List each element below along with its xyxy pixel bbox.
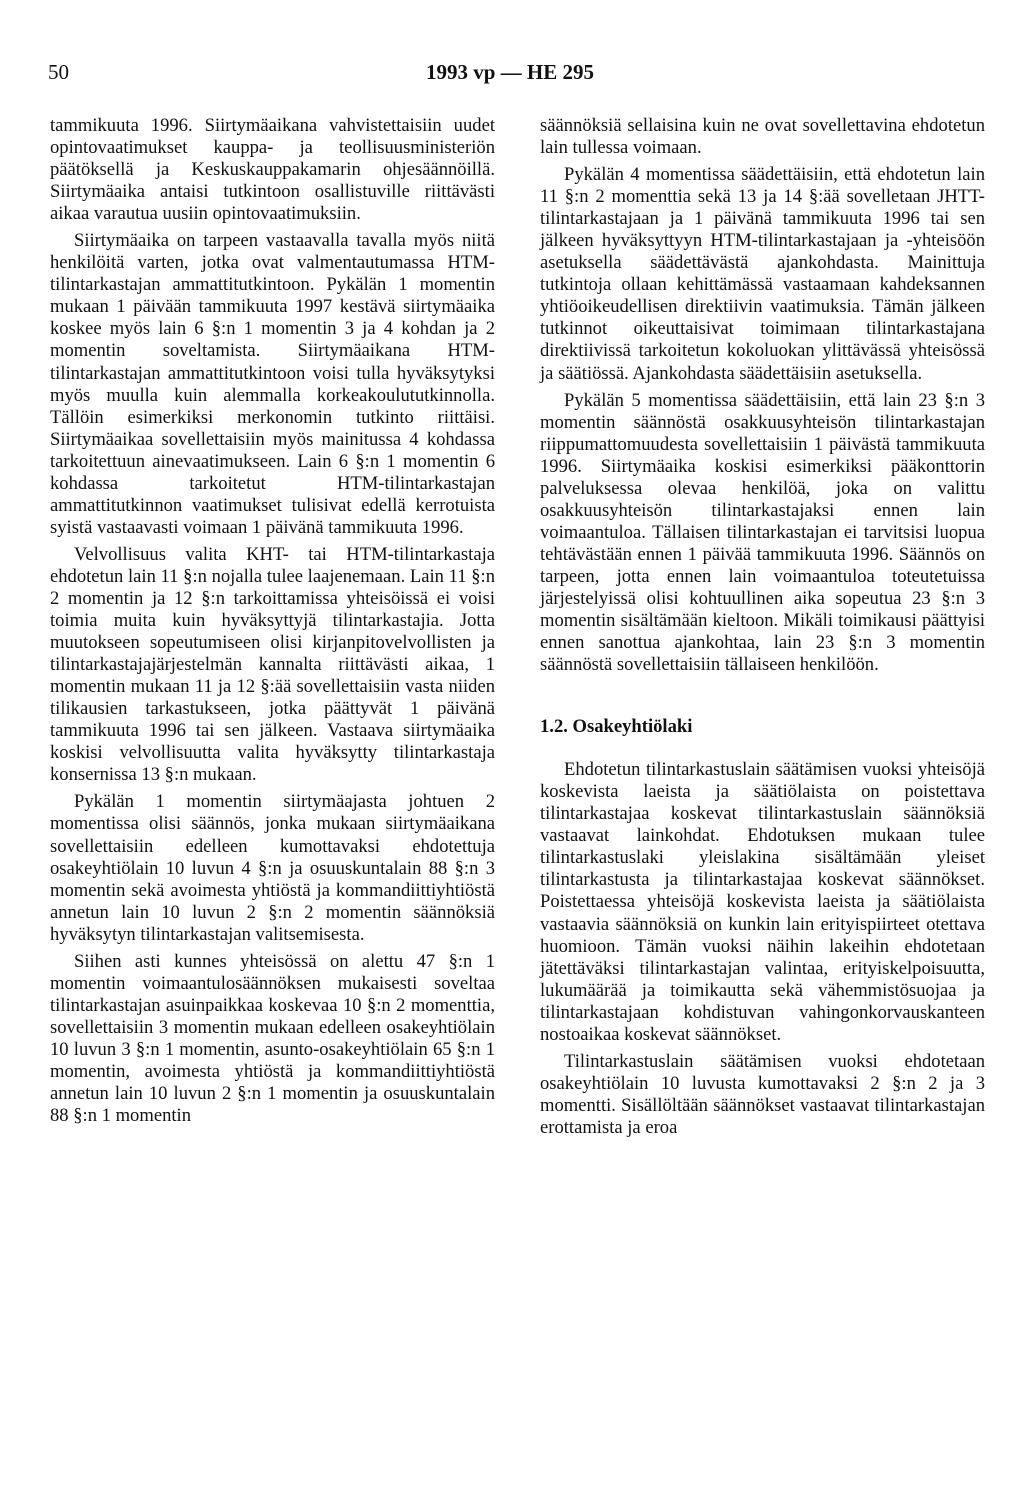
paragraph: Pykälän 5 momentissa säädettäisiin, että lain 23 §:n 3 momentin säännöstä osakkuusyhteisön tilintarkastajan riippumattomuudesta sovellettaisiin 1 päivästä tammikuuta 1996. Siirtymäaika koskisi esimerkiksi pääkonttorin palveluksessa olevaa henkilöä, joka on valittu osakkuusyhteisön tilintarkastajaksi ennen lain voimaantuloa. Tällaisen tilintarkastajan ei tarvitsisi luopua tehtävästään ennen 1 päivää tammikuuta 1996. Säännös on tarpeen, jotta ennen lain voimaantuloa toteutetuissa järjestelyissä olisi kohtuullinen aika sopeutua 23 §:n 3 momentin sisältämään kieltoon. Mikäli toimikausi päättyisi ennen sanottua ajankohtaa, lain 23 §:n 3 momentin säännöstä sovellettaisiin tällaiseen henkilöön. xyxy=(540,389,985,676)
paragraph: säännöksiä sellaisina kuin ne ovat sovellettavina ehdotetun lain tullessa voimaan. xyxy=(540,115,985,159)
paragraph: Siihen asti kunnes yhteisössä on alettu 47 §:n 1 momentin voimaantulosäännöksen mukaisesti soveltaa tilintarkastajan asuinpaikkaa koskevaa 10 §:n 2 momenttia, sovellettaisiin 3 momentin mukaan edelleen osakeyhtiölain 10 luvun 3 §:n 1 momentin, asunto-osakeyhtiölain 65 §:n 1 momentin, avoimesta yhtiöstä ja kommandiittiyhtiöstä annetun lain 10 luvun 2 §:n 1 momentin ja osuuskuntalain 88 §:n 1 momentin xyxy=(50,950,495,1127)
paragraph: tammikuuta 1996. Siirtymäaikana vahvistettaisiin uudet opintovaatimukset kauppa- ja teollisuusministeriön päätöksellä ja Keskuskauppakamarin ohjesäännöillä. Siirtymäaika antaisi tutkintoon osallistuville riittävästi aikaa varautua uusiin opintovaatimuksiin. xyxy=(50,115,495,225)
paragraph: Tilintarkastuslain säätämisen vuoksi ehdotetaan osakeyhtiölain 10 luvusta kumottavaksi 2 §:n 2 ja 3 momentti. Sisällöltään säännökset vastaavat tilintarkastajan erottamista ja eroa xyxy=(540,1050,985,1138)
page-number: 50 xyxy=(48,60,69,84)
paragraph: Ehdotetun tilintarkastuslain säätämisen vuoksi yhteisöjä koskevista laeista ja säätiölaista on poistettava tilintarkastajaa koskevat tilintarkastuslain säännöksiä vastaavat lainkohdat. Ehdotuksen mukaan tulee tilintarkastuslaki yleislakina sisältämään yleiset tilintarkastusta ja tilintarkastajaa koskevat säännökset. Poistettaessa yhteisöjä koskevista laeista ja säätiölaista vastaavia säännöksiä on kunkin lain erityispiirteet otettava huomioon. Tämän vuoksi näihin lakeihin ehdotetaan jätettäväksi tilintarkastajan valintaa, erityiskelpoisuutta, lukumäärää ja toimikautta sekä vähemmistösuojaa ja tilintarkastajaan kohdistuvan vahingonkorvauskanteen nostoaikaa koskevat säännökset. xyxy=(540,759,985,1045)
paragraph: Pykälän 1 momentin siirtymäajasta johtuen 2 momentissa olisi säännös, jonka mukaan siirtymäaikana sovellettaisiin edelleen kumottavaksi ehdotettuja osakeyhtiölain 10 luvun 4 §:n ja osuuskuntalain 88 §:n 3 momentin sekä avoimesta yhtiöstä ja kommandiittiyhtiöstä annetun lain 10 luvun 2 §:n 2 momentin säännöksiä hyväksytyn tilintarkastajan valitsemisesta. xyxy=(50,791,495,945)
section-heading: 1.2. Osakeyhtiölaki xyxy=(540,716,693,738)
paragraph: Velvollisuus valita KHT- tai HTM-tilintarkastaja ehdotetun lain 11 §:n nojalla tulee laajenemaan. Lain 11 §:n 2 momentin ja 12 §:n tarkoittamissa yhteisöissä ei voisi toimia muita kuin hyväksyttyjä tilintarkastajia. Jotta muutokseen sopeutumiseen olisi kirjanpitovelvollisten ja tilintarkastajajärjestelmän kannalta riittävästi aikaa, 1 momentin mukaan 11 ja 12 §:ää sovellettaisiin vasta niiden tilikausien tarkastukseen, jotka päättyvät 1 päivänä tammikuuta 1996 tai sen jälkeen. Vastaava siirtymäaika koskisi velvollisuutta valita hyväksytty tilintarkastaja konsernissa 13 §:n mukaan. xyxy=(50,543,495,786)
running-header: 1993 vp — HE 295 xyxy=(426,60,595,84)
right-column xyxy=(540,115,985,1139)
left-column xyxy=(50,115,495,1127)
paragraph: Siirtymäaika on tarpeen vastaavalla tavalla myös niitä henkilöitä varten, jotka ovat valmentautumassa HTM-tilintarkastajan ammattitutkintoon. Pykälän 1 momentin mukaan 1 päivään tammikuuta 1997 kestävä siirtymäaika koskee myös lain 6 §:n 1 momentin 3 ja 4 kohdan ja 2 momentin soveltamista. Siirtymäaikana HTM-tilintarkastajan ammattitutkintoon voisi tulla hyväksytyksi myös muulla kuin alemmalla korkeakoulututkinnolla. Tällöin esimerkiksi merkonomin tutkinto riittäisi. Siirtymäaikaa sovellettaisiin myös mainitussa 4 kohdassa tarkoitettuun ainevaatimukseen. Lain 6 §:n 1 momentin 6 kohdassa tarkoitetut HTM-tilintarkastajan ammattitutkinnon vaatimukset tulisivat edellä kerrotuista syistä vastaavasti voimaan 1 päivänä tammikuuta 1996. xyxy=(50,230,495,538)
paragraph: Pykälän 4 momentissa säädettäisiin, että ehdotetun lain 11 §:n 2 momenttia sekä 13 ja 14 §:ää sovelletaan JHTT-tilintarkastajaan ja 1 päivänä tammikuuta 1996 tai sen jälkeen hyväksyttyyn HTM-tilintarkastajaan ja -yhteisöön asetuksella säädettävästä ajankohdasta. Mainittuja tutkintoja ollaan kehittämässä vastaamaan kahdeksannen yhtiöoikeudellisen direktiivin vaatimuksia. Tämän jälkeen tutkinnot oikeuttaisivat toimimaan tilintarkastajana direktiivissä tarkoitetun kokoluokan ylittävässä yhteisössä ja säätiössä. Ajankohdasta säädettäisiin asetuksella. xyxy=(540,164,985,384)
